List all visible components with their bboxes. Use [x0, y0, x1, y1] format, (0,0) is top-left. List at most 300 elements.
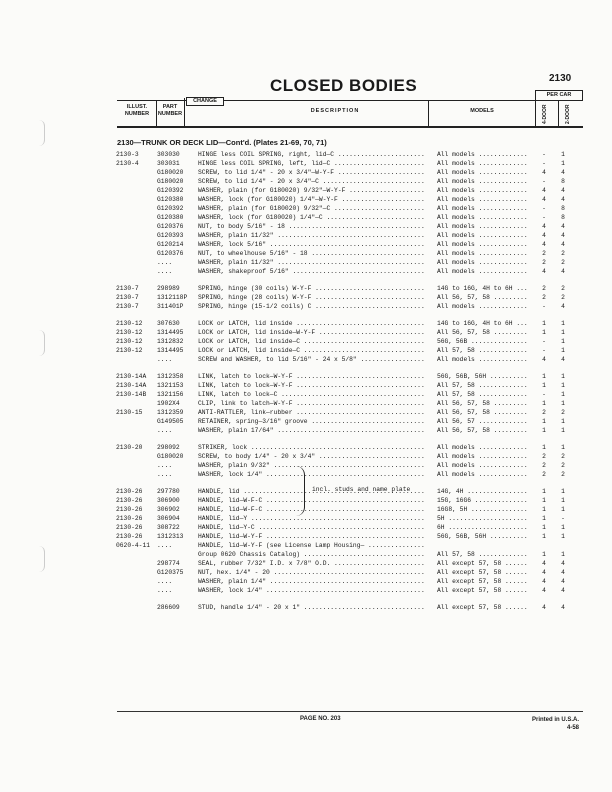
- qty-2door: 4: [561, 356, 565, 363]
- description: WASHER, lock 5/16" .....: [198, 240, 426, 249]
- models: All except 57, 58 .....: [437, 586, 527, 595]
- illust-number: 2130-15: [116, 409, 143, 416]
- table-row: [0, 559, 612, 568]
- table-row: [0, 168, 612, 177]
- qty-4door: 4: [542, 578, 546, 585]
- description: WASHER, lock (for G180020) 1/4"—W-Y-F .....: [198, 195, 426, 204]
- table-row: [0, 177, 612, 186]
- part-number: 311401P: [157, 303, 184, 310]
- models: All models .....: [437, 461, 527, 470]
- table-row: [0, 222, 612, 231]
- description: LOCK or LATCH, lid inside—W-Y-F .....: [198, 328, 426, 337]
- table-row: [0, 346, 612, 355]
- qty-2door: 1: [561, 391, 565, 398]
- part-number: 306902: [157, 506, 180, 513]
- table-row: [0, 213, 612, 222]
- qty-2door: 4: [561, 241, 565, 248]
- qty-2door: 1: [561, 329, 565, 336]
- row-gap: [0, 311, 612, 319]
- qty-4door: 1: [542, 382, 546, 389]
- description: LINK, latch to lock—W-Y-F .....: [198, 372, 426, 381]
- part-number: G120393: [157, 232, 184, 239]
- table-row: [0, 186, 612, 195]
- qty-4door: 4: [542, 604, 546, 611]
- qty-2door: 8: [561, 178, 565, 185]
- col-illust-header: ILLUST. NUMBER: [124, 104, 150, 117]
- part-number: 308722: [157, 524, 180, 531]
- illust-number: 2130-12: [116, 320, 143, 327]
- illust-number: 2130-4: [116, 160, 139, 167]
- description: Group 0620 Chassis Catalog) .....: [198, 550, 426, 559]
- qty-4door: 4: [542, 223, 546, 230]
- part-number: 298774: [157, 560, 180, 567]
- table-row: [0, 470, 612, 479]
- models: All except 57, 58 .....: [437, 559, 527, 568]
- table-row: [0, 577, 612, 586]
- col-models-header: MODELS: [470, 108, 494, 114]
- page-title: CLOSED BODIES: [270, 76, 418, 95]
- qty-4door: 1: [542, 524, 546, 531]
- table-row: [0, 381, 612, 390]
- qty-4door: 2: [542, 250, 546, 257]
- brace-note: incl. studs and name plate: [312, 486, 411, 493]
- qty-2door: 1: [561, 338, 565, 345]
- qty-4door: -: [542, 303, 546, 310]
- part-number: 298989: [157, 285, 180, 292]
- description: RETAINER, spring—3/16" groove .....: [198, 417, 426, 426]
- table-row: [0, 355, 612, 364]
- illust-number: 2130-20: [116, 444, 143, 451]
- table-row: [0, 541, 612, 550]
- models: 56G, 56B, 56H .....: [437, 372, 527, 381]
- table-row: [0, 302, 612, 311]
- table-row: [0, 487, 612, 496]
- models: All models .....: [437, 302, 527, 311]
- table-row: [0, 532, 612, 541]
- qty-4door: 1: [542, 488, 546, 495]
- qty-4door: 2: [542, 259, 546, 266]
- models: All models .....: [437, 470, 527, 479]
- qty-2door: 4: [561, 196, 565, 203]
- description: WASHER, plain 11/32" .....: [198, 231, 426, 240]
- part-number: ....: [157, 587, 173, 594]
- description: WASHER, plain 11/32" .....: [198, 258, 426, 267]
- description: WASHER, lock 1/4" .....: [198, 586, 426, 595]
- table-row: [0, 293, 612, 302]
- table-row: [0, 399, 612, 408]
- header-divider: [428, 100, 429, 126]
- qty-4door: 4: [542, 356, 546, 363]
- description: SEAL, rubber 7/32" I.D. x 7/8" O.D. .....: [198, 559, 426, 568]
- part-number: 306900: [157, 497, 180, 504]
- description: WASHER, plain 9/32" .....: [198, 461, 426, 470]
- qty-2door: 4: [561, 268, 565, 275]
- qty-2door: 1: [561, 506, 565, 513]
- qty-4door: 4: [542, 560, 546, 567]
- models: All 57, 58 .....: [437, 346, 527, 355]
- table-row: [0, 443, 612, 452]
- part-number: 1314495: [157, 347, 184, 354]
- table-row: [0, 586, 612, 595]
- part-number: G120392: [157, 187, 184, 194]
- part-number: 1312118P: [157, 294, 188, 301]
- description: SPRING, hinge (28 coils) W-Y-F .....: [198, 293, 426, 302]
- description: HANDLE, lid—W-Y-F (see License Lamp Housing— .....: [198, 541, 426, 550]
- qty-4door: 2: [542, 409, 546, 416]
- table-row: [0, 150, 612, 159]
- table-row: [0, 505, 612, 514]
- qty-2door: 1: [561, 151, 565, 158]
- description: WASHER, plain 17/64" .....: [198, 426, 426, 435]
- col-4door-header: 4-DOOR: [542, 104, 548, 124]
- qty-4door: 4: [542, 268, 546, 275]
- description: HANDLE, lid—W-Y-F .....: [198, 532, 426, 541]
- description: WASHER, plain (for G180020) 9/32"—W-Y-F .....: [198, 186, 426, 195]
- table-row: [0, 240, 612, 249]
- description: HANDLE, lid—Y-C .....: [198, 523, 426, 532]
- illust-number: 2130-26: [116, 515, 143, 522]
- description: ANTI-RATTLER, link—rubber .....: [198, 408, 426, 417]
- models: All 56, 57, 58 .....: [437, 293, 527, 302]
- handle-brace: [296, 466, 305, 516]
- qty-2door: 4: [561, 604, 565, 611]
- qty-2door: 1: [561, 320, 565, 327]
- qty-4door: -: [542, 205, 546, 212]
- qty-2door: 1: [561, 382, 565, 389]
- description: HANDLE, lid—W-F-C .....: [198, 505, 426, 514]
- qty-4door: -: [542, 391, 546, 398]
- qty-4door: -: [542, 347, 546, 354]
- models: All models .....: [437, 231, 527, 240]
- models: All models .....: [437, 204, 527, 213]
- models: 5H .....: [437, 514, 527, 523]
- models: All 57, 58 .....: [437, 381, 527, 390]
- part-number: ....: [157, 471, 173, 478]
- part-number: G120376: [157, 223, 184, 230]
- qty-4door: 2: [542, 285, 546, 292]
- row-gap: [0, 479, 612, 487]
- illust-number: 2130-14A: [116, 373, 147, 380]
- part-number: 1312832: [157, 338, 184, 345]
- models: 14G, 4H .....: [437, 487, 527, 496]
- qty-4door: -: [542, 160, 546, 167]
- models: 14G to 16G, 4H to 6H .....: [437, 284, 527, 293]
- qty-4door: 1: [542, 497, 546, 504]
- qty-4door: -: [542, 151, 546, 158]
- qty-2door: 2: [561, 294, 565, 301]
- models: All models .....: [437, 150, 527, 159]
- qty-4door: -: [542, 214, 546, 221]
- part-number: 303030: [157, 151, 180, 158]
- description: WASHER, lock (for G180020) 1/4"—C .....: [198, 213, 426, 222]
- table-row: [0, 390, 612, 399]
- description: WASHER, lock 1/4" .....: [198, 470, 426, 479]
- qty-4door: 1: [542, 444, 546, 451]
- illust-number: 2130-7: [116, 294, 139, 301]
- table-row: [0, 452, 612, 461]
- part-number: 303031: [157, 160, 180, 167]
- qty-4door: 1: [542, 320, 546, 327]
- table-row: [0, 372, 612, 381]
- description: NUT, to body 5/16" - 18 .....: [198, 222, 426, 231]
- description: SCREW, to lid 1/4" - 20 x 3/4"—C .....: [198, 177, 426, 186]
- qty-2door: 2: [561, 453, 565, 460]
- description: LINK, latch to lock—C .....: [198, 390, 426, 399]
- table-row: [0, 319, 612, 328]
- table-row: [0, 523, 612, 532]
- models: All 56, 57, 58 .....: [437, 426, 527, 435]
- part-number: G120392: [157, 205, 184, 212]
- description: STUD, handle 1/4" - 20 x 1" .....: [198, 603, 426, 612]
- description: WASHER, shakeproof 5/16" .....: [198, 267, 426, 276]
- description: WASHER, plain (for G180020) 9/32"—C .....: [198, 204, 426, 213]
- qty-4door: 1: [542, 506, 546, 513]
- qty-4door: 2: [542, 453, 546, 460]
- qty-4door: 4: [542, 196, 546, 203]
- models: All models .....: [437, 186, 527, 195]
- qty-2door: -: [561, 515, 565, 522]
- models: All models .....: [437, 222, 527, 231]
- description: LINK, latch to lock—W-Y-F .....: [198, 381, 426, 390]
- section-number: 2130: [549, 73, 572, 84]
- qty-4door: 4: [542, 241, 546, 248]
- part-number: G120375: [157, 569, 184, 576]
- part-number: G120380: [157, 196, 184, 203]
- models: All 56, 57 .....: [437, 417, 527, 426]
- print-date: 4-58: [567, 725, 580, 731]
- part-number: 298092: [157, 444, 180, 451]
- models: All models .....: [437, 177, 527, 186]
- models: All models .....: [437, 240, 527, 249]
- row-gap: [0, 595, 612, 603]
- qty-2door: 1: [561, 427, 565, 434]
- illust-number: 2130-12: [116, 347, 143, 354]
- models: All 57, 58 .....: [437, 550, 527, 559]
- qty-2door: 4: [561, 232, 565, 239]
- col-description-header: DESCRIPTION: [310, 108, 360, 114]
- models: All except 57, 58 .....: [437, 603, 527, 612]
- qty-2door: 2: [561, 259, 565, 266]
- qty-4door: -: [542, 178, 546, 185]
- description: LOCK or LATCH, lid inside .....: [198, 319, 426, 328]
- description: HINGE less COIL SPRING, right, lid—C .....: [198, 150, 426, 159]
- part-number: 286609: [157, 604, 180, 611]
- table-row: [0, 249, 612, 258]
- part-number: G120214: [157, 241, 184, 248]
- illust-number: 0620-4-11: [116, 542, 151, 549]
- qty-2door: 4: [561, 578, 565, 585]
- description: HINGE less COIL SPRING, left, lid—C .....: [198, 159, 426, 168]
- header-divider: [535, 100, 536, 126]
- part-number: ....: [157, 542, 173, 549]
- qty-4door: 2: [542, 471, 546, 478]
- qty-4door: 1: [542, 329, 546, 336]
- part-number: ....: [157, 268, 173, 275]
- description: LOCK or LATCH, lid inside—C .....: [198, 337, 426, 346]
- illust-number: 2130-3: [116, 151, 139, 158]
- qty-4door: -: [542, 338, 546, 345]
- models: All except 57, 58 .....: [437, 568, 527, 577]
- table-row: [0, 258, 612, 267]
- models: 56G, 56B, 56H .....: [437, 532, 527, 541]
- page-number: PAGE NO. 203: [300, 716, 341, 722]
- qty-2door: 1: [561, 551, 565, 558]
- description: HANDLE, lid—Y .....: [198, 514, 426, 523]
- description: HANDLE, lid .....: [198, 487, 426, 496]
- part-number: ....: [157, 578, 173, 585]
- col-part-header: PART NUMBER: [157, 104, 183, 117]
- row-gap: [0, 276, 612, 284]
- illust-number: 2130-26: [116, 533, 143, 540]
- part-number: 1314495: [157, 329, 184, 336]
- table-row: [0, 514, 612, 523]
- models: 15G, 16G6 .....: [437, 496, 527, 505]
- illust-number: 2130-12: [116, 329, 143, 336]
- part-number: 307630: [157, 320, 180, 327]
- qty-2door: 1: [561, 497, 565, 504]
- header-bottom-rule: [117, 126, 583, 128]
- qty-2door: 2: [561, 285, 565, 292]
- illust-number: 2130-26: [116, 488, 143, 495]
- models: All 56, 57, 58 .....: [437, 408, 527, 417]
- qty-2door: 4: [561, 223, 565, 230]
- table-row: [0, 337, 612, 346]
- col-change-header: CHANGE: [186, 97, 224, 106]
- qty-2door: 1: [561, 488, 565, 495]
- section-title: 2130—TRUNK OR DECK LID—Cont'd. (Plates 21-69, 70, 71): [117, 138, 327, 147]
- table-row: [0, 461, 612, 470]
- qty-2door: 1: [561, 160, 565, 167]
- part-number: G120380: [157, 214, 184, 221]
- description: SCREW, to body 1/4" - 20 x 3/4" .....: [198, 452, 426, 461]
- description: SPRING, hinge (30 coils) W-Y-F .....: [198, 284, 426, 293]
- models: All models .....: [437, 267, 527, 276]
- qty-2door: 2: [561, 471, 565, 478]
- printed-note: [532, 716, 579, 732]
- models: All models .....: [437, 213, 527, 222]
- qty-2door: 4: [561, 303, 565, 310]
- models: All models .....: [437, 443, 527, 452]
- qty-2door: 4: [561, 169, 565, 176]
- qty-4door: 2: [542, 294, 546, 301]
- qty-4door: 4: [542, 569, 546, 576]
- description: CLIP, link to latch—W-Y-F .....: [198, 399, 426, 408]
- part-number: 1321153: [157, 382, 184, 389]
- illust-number: 2130-14B: [116, 391, 147, 398]
- qty-4door: 1: [542, 551, 546, 558]
- table-row: [0, 204, 612, 213]
- description: NUT, to wheelhouse 5/16" - 18 .....: [198, 249, 426, 258]
- table-row: [0, 417, 612, 426]
- qty-4door: 1: [542, 418, 546, 425]
- description: SCREW, to lid 1/4" - 20 x 3/4"—W-Y-F .....: [198, 168, 426, 177]
- qty-2door: 1: [561, 533, 565, 540]
- description: SCREW and WASHER, to lid 5/16" - 24 x 5/8" .....: [198, 355, 426, 364]
- qty-4door: 2: [542, 462, 546, 469]
- illust-number: 2130-26: [116, 506, 143, 513]
- description: WASHER, plain 1/4" .....: [198, 577, 426, 586]
- table-row: [0, 603, 612, 612]
- part-number: ....: [157, 427, 173, 434]
- models: All 57, 58 .....: [437, 390, 527, 399]
- qty-2door: 4: [561, 587, 565, 594]
- models: All models .....: [437, 159, 527, 168]
- part-number: 1312313: [157, 533, 184, 540]
- part-number: G180020: [157, 453, 184, 460]
- qty-4door: 4: [542, 187, 546, 194]
- part-number: 297780: [157, 488, 180, 495]
- row-gap: [0, 364, 612, 372]
- qty-4door: 1: [542, 427, 546, 434]
- printed-label: Printed in U.S.A.: [532, 717, 580, 723]
- table-row: [0, 195, 612, 204]
- per-car-label: PER CAR: [535, 90, 583, 101]
- part-number: ....: [157, 462, 173, 469]
- qty-4door: 1: [542, 515, 546, 522]
- qty-2door: 4: [561, 187, 565, 194]
- table-row: [0, 550, 612, 559]
- table-row: [0, 267, 612, 276]
- illust-number: 2130-7: [116, 285, 139, 292]
- qty-2door: 4: [561, 569, 565, 576]
- parts-list: [0, 150, 612, 612]
- part-number: G180020: [157, 178, 184, 185]
- qty-2door: 2: [561, 462, 565, 469]
- part-number: 1312359: [157, 409, 184, 416]
- illust-number: 2130-14A: [116, 382, 147, 389]
- part-number: 1312358: [157, 373, 184, 380]
- qty-4door: 4: [542, 232, 546, 239]
- table-row: [0, 426, 612, 435]
- qty-2door: 1: [561, 400, 565, 407]
- part-number: 1902X4: [157, 400, 180, 407]
- illust-number: 2130-26: [116, 524, 143, 531]
- header-divider: [558, 100, 559, 126]
- qty-4door: 4: [542, 587, 546, 594]
- qty-2door: 8: [561, 214, 565, 221]
- description: HANDLE, lid—W-F-C .....: [198, 496, 426, 505]
- qty-2door: 4: [561, 560, 565, 567]
- part-number: G120376: [157, 250, 184, 257]
- table-row: [0, 568, 612, 577]
- qty-2door: 1: [561, 373, 565, 380]
- part-number: G180020: [157, 169, 184, 176]
- row-gap: [0, 435, 612, 443]
- qty-2door: 2: [561, 409, 565, 416]
- description: LOCK or LATCH, lid inside—C .....: [198, 346, 426, 355]
- qty-2door: 1: [561, 347, 565, 354]
- models: All models .....: [437, 452, 527, 461]
- table-row: [0, 496, 612, 505]
- models: All models .....: [437, 249, 527, 258]
- part-number: 1321156: [157, 391, 184, 398]
- models: All models .....: [437, 195, 527, 204]
- qty-2door: 8: [561, 205, 565, 212]
- margin-mark: [38, 120, 45, 146]
- models: All models .....: [437, 168, 527, 177]
- qty-2door: 1: [561, 418, 565, 425]
- qty-2door: 1: [561, 444, 565, 451]
- footer-rule: [117, 711, 583, 712]
- part-number: ....: [157, 356, 173, 363]
- table-row: [0, 159, 612, 168]
- description: SPRING, hinge (15-1/2 coils) C .....: [198, 302, 426, 311]
- part-number: G149505: [157, 418, 184, 425]
- models: All 56, 57, 58 .....: [437, 328, 527, 337]
- part-number: 306904: [157, 515, 180, 522]
- description: STRIKER, lock .....: [198, 443, 426, 452]
- part-number: ....: [157, 259, 173, 266]
